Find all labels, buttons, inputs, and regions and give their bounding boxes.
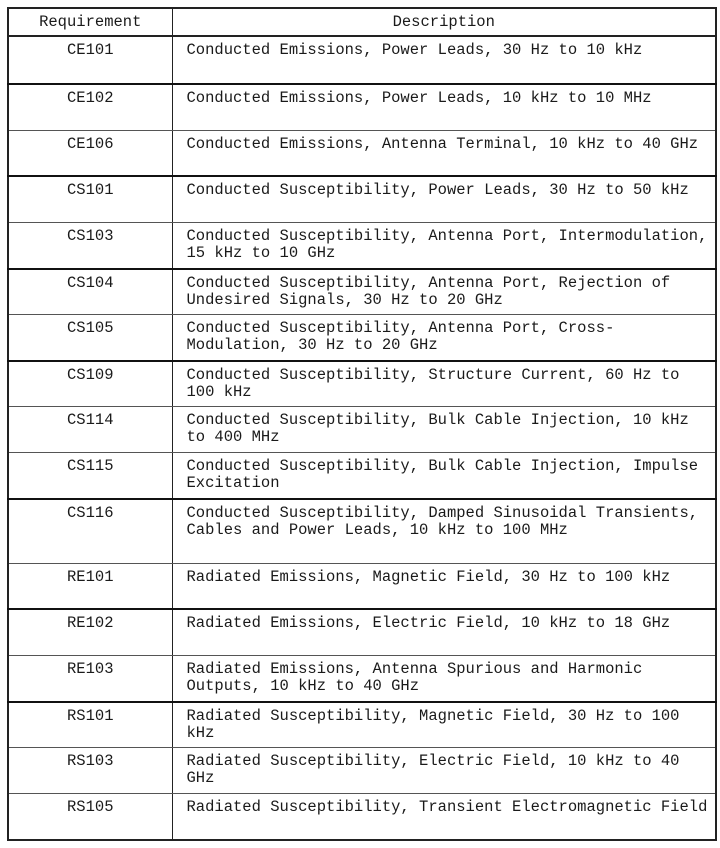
requirement-code: RE101 [8,563,172,609]
requirement-code: CS104 [8,269,172,315]
requirement-description: Conducted Susceptibility, Structure Current, 60 Hz to 100 kHz [172,361,716,407]
table-row [8,176,716,222]
table-row [8,794,716,840]
requirement-description: Conducted Emissions, Antenna Terminal, 10 kHz to 40 GHz [172,130,716,176]
requirement-code: RE102 [8,609,172,655]
requirement-code: CE102 [8,84,172,130]
requirement-description: Conducted Susceptibility, Antenna Port, Rejection of Undesired Signals, 30 Hz to 20 GHz [172,269,716,315]
table-row [8,315,716,361]
header-row [8,8,716,36]
requirement-code: CS103 [8,222,172,268]
requirements-page [7,7,715,841]
requirement-description: Radiated Emissions, Magnetic Field, 30 Hz to 100 kHz [172,563,716,609]
requirement-description: Conducted Susceptibility, Damped Sinusoidal Transients, Cables and Power Leads, 10 kHz to 100 MHz [172,499,716,563]
requirement-code: CS116 [8,499,172,563]
requirement-description: Conducted Emissions, Power Leads, 30 Hz to 10 kHz [172,36,716,84]
requirement-code: RE103 [8,655,172,701]
table-row [8,269,716,315]
requirement-description: Radiated Emissions, Antenna Spurious and Harmonic Outputs, 10 kHz to 40 GHz [172,655,716,701]
requirement-code: CE101 [8,36,172,84]
requirement-description: Conducted Emissions, Power Leads, 10 kHz to 10 MHz [172,84,716,130]
table-row [8,563,716,609]
table-row [8,84,716,130]
requirements-table [7,7,717,841]
requirement-description: Conducted Susceptibility, Bulk Cable Injection, Impulse Excitation [172,453,716,499]
table-row [8,407,716,453]
requirement-code: CE106 [8,130,172,176]
table-row [8,655,716,701]
requirement-code: RS105 [8,794,172,840]
table-row [8,499,716,563]
requirement-code: RS101 [8,702,172,748]
requirement-code: RS103 [8,748,172,794]
requirement-description: Conducted Susceptibility, Antenna Port, Cross-Modulation, 30 Hz to 20 GHz [172,315,716,361]
table-row [8,130,716,176]
requirement-description: Radiated Susceptibility, Electric Field, 10 kHz to 40 GHz [172,748,716,794]
requirement-code: CS101 [8,176,172,222]
requirement-code: CS114 [8,407,172,453]
requirement-code: CS115 [8,453,172,499]
requirement-column-header: Requirement [8,8,172,36]
requirement-description: Radiated Susceptibility, Transient Electromagnetic Field [172,794,716,840]
table-row [8,748,716,794]
table-row [8,702,716,748]
requirement-description: Conducted Susceptibility, Bulk Cable Injection, 10 kHz to 400 MHz [172,407,716,453]
description-column-header: Description [172,8,716,36]
requirement-description: Conducted Susceptibility, Power Leads, 30 Hz to 50 kHz [172,176,716,222]
requirement-description: Radiated Susceptibility, Magnetic Field, 30 Hz to 100 kHz [172,702,716,748]
table-row [8,36,716,84]
table-row [8,453,716,499]
table-row [8,609,716,655]
table-row [8,222,716,268]
requirement-description: Radiated Emissions, Electric Field, 10 kHz to 18 GHz [172,609,716,655]
requirement-code: CS105 [8,315,172,361]
requirement-code: CS109 [8,361,172,407]
requirement-description: Conducted Susceptibility, Antenna Port, Intermodulation, 15 kHz to 10 GHz [172,222,716,268]
table-row [8,361,716,407]
